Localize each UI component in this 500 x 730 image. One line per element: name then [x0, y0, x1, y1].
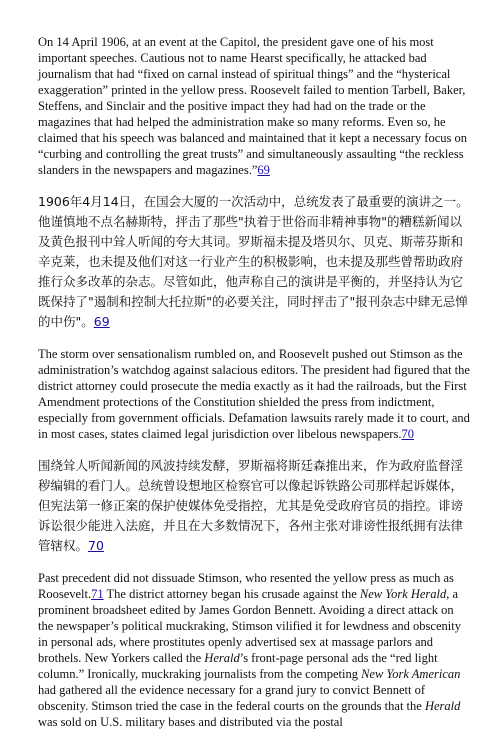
footnote-link-70[interactable]: 70: [88, 538, 104, 553]
paragraph-chinese-1: [38, 192, 472, 332]
paragraph-text: , a prominent broadsheet edited by James Gordon Bennett. Avoiding a direct attack on the newspaper’s political muckraking, Stimson vilified it for lewdness and obscenity in personal ads, where prostitutes openly advertised sex at massage parlors and brothels. New Yorkers called the: [38, 587, 461, 665]
paragraph-text: Past precedent did not dissuade Stimson, who resented the yellow press as much as Roosevelt.: [38, 571, 454, 601]
footnote-link-69[interactable]: 69: [93, 314, 110, 329]
newspaper-title: New York American: [361, 667, 461, 681]
newspaper-title: New York Herald: [359, 587, 447, 601]
paragraph-text: 1906年4月14日，在国会大厦的一次活动中，总统发表了最重要的演讲之一。他谨慎地不点名赫斯特，抨击了那些"执着于世俗而非精神事物"的糟糕新闻以及黄色报刊中耸人听闻的夸大其词。罗斯福未提及塔贝尔、贝克、斯蒂芬斯和辛克莱，也未提及他们对这一行业产生的积极影响，也未提及那些曾帮助政府推行众多改革的杂志。尽管如此，他声称自己的演讲是平衡的，并坚持认为它既保持了"遏制和控制大托拉斯"的必要关注，同时抨击了"报刊杂志中肆无忌惮的中伤"。: [38, 194, 469, 329]
paragraph-text: had gathered all the evidence necessary for a grand jury to convict Bennett of obscenity. Stimson tried the case in the federal courts on the grounds that the: [38, 683, 425, 713]
newspaper-title: Herald: [204, 651, 240, 665]
paragraph-text: was sold on U.S. military bases and distributed via the postal: [38, 715, 343, 729]
paragraph-chinese-2: [38, 456, 472, 556]
paragraph-text: 围绕耸人听闻新闻的风波持续发酵，罗斯福将斯廷森推出来，作为政府监督淫秽编辑的看门人。总统曾设想地区检察官可以像起诉铁路公司那样起诉媒体，但宪法第一修正案的保护使媒体免受指控，尤其是免受政府官员的指控。诽谤诉讼很少能进入法庭，并且在大多数情况下，各州主张对诽谤性报纸拥有法律管辖权。: [38, 458, 464, 553]
footnote-link-69[interactable]: 69: [257, 163, 270, 177]
newspaper-title: Herald: [424, 699, 461, 713]
footnote-link-71[interactable]: 71: [91, 587, 104, 601]
paragraph-text: The district attorney began his crusade against the: [103, 587, 360, 601]
paragraph-text: On 14 April 1906, at an event at the Capitol, the president gave one of his most important speeches. Cautious not to name Hearst specifically, he attacked bad journalism that had “fixed on carnal instead of spiritual things” and the “hysterical exaggeration” printed in the yellow press. Roosevelt failed to mention Tarbell, Baker, Steffens, and Sinclair and the positive impact they had had on the trade or the magazines that had helped the administration make so many reforms. Even so, he claimed that his speech was balanced and maintained that it kept a necessary focus on “curbing and controlling the great trusts” and simultaneously assaulting “the reckless slanders in the newspapers and magazines.”: [38, 35, 468, 177]
paragraph-english-2: [38, 346, 472, 442]
paragraph-english-1: [38, 34, 472, 178]
paragraph-text: ’s front-page personal ads the “red light column.” Ironically, muckraking journalists from the competing: [38, 651, 438, 681]
paragraph-text: The storm over sensationalism rumbled on, and Roosevelt pushed out Stimson as the administration’s watchdog against salacious editors. The president had figured that the district attorney could prosecute the media exactly as it had the railroads, but the First Amendment protections of the Constitution shielded the press from indictment, especially from government officials. Defamation lawsuits rarely made it to court, and in most cases, states claimed legal jurisdiction over libelous newspapers.: [38, 347, 470, 441]
footnote-link-70[interactable]: 70: [401, 427, 414, 441]
paragraph-english-3: [38, 570, 472, 730]
